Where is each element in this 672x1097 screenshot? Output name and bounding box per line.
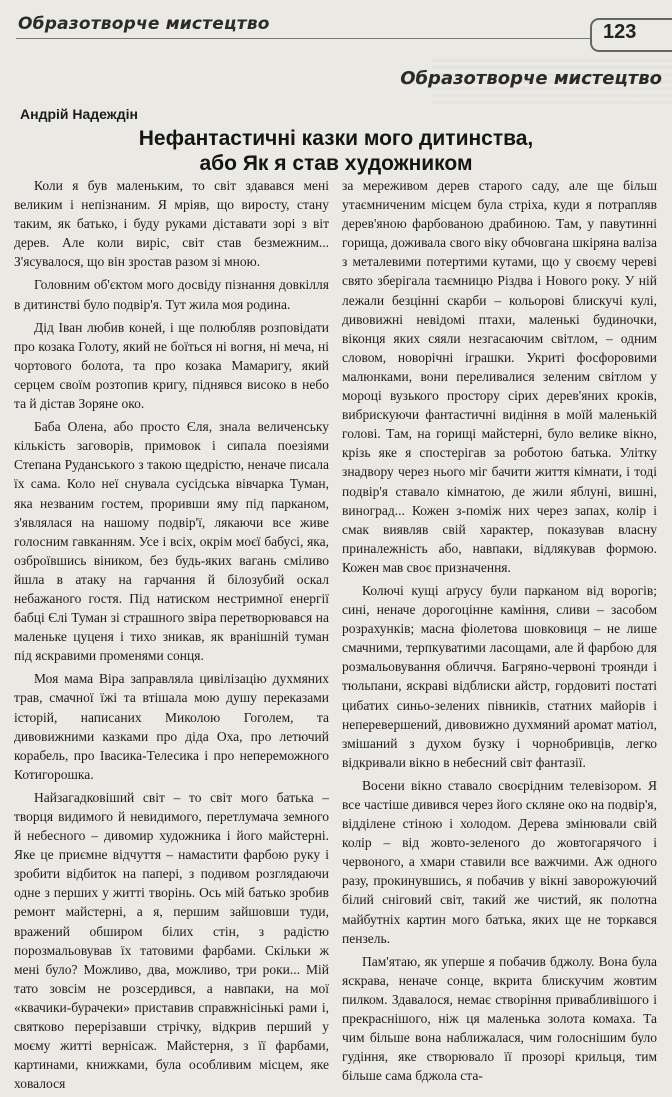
paragraph: Пам'ятаю, як уперше я побачив бджолу. Вона була яскрава, неначе сонце, вкрита блискучим жовтим пилком. Здавалося, немає створіння привабливішого і прекраснішого, ніж ця маленька золота комаха. Та чим більше вона наближалася, чим голоснішим було гудіння, яке створювало її прозорі крильця, тим більше сама бджола ста- (342, 953, 657, 1084)
paragraph: Коли я був маленьким, то світ здавався мені великим і непізнаним. Я мріяв, що виросту, стану таким, як батько, і буду руками діставати зорі з віт дерев. Але коли виріс, світ став безмежним... З'ясувалося, що він зростав разом зі мною. (14, 178, 329, 270)
page-number: 123 (603, 21, 637, 43)
right-column (342, 176, 657, 1089)
article-title (0, 126, 672, 176)
paragraph: Дід Іван любив коней, і ще полюбляв розповідати про козака Голоту, який не боїться ні вогня, ні меча, ні чортового болота, та про козака Мамаригу, який серцем своїм розтопив кригу, піднявся високо в небо та й дістав Зоряне око. (14, 319, 329, 412)
section-title: Образотворче мистецтво (400, 68, 662, 89)
header-rule (16, 38, 591, 39)
left-column (14, 176, 329, 1097)
paragraph: за мереживом дерев старого саду, але ще більш утаємниченим місцем була стріха, куди я потрапляв дерев'яною фарбованою драбиною. Там, у павутинні горища, доживала свого віку обчовгана шкіряна валіза з металевими потертими кутами, що у своєму череві свято зберігала таємницю Різдва і Нового року. У ній лежали безцінні скарби – кольорові блискучі кулі, дивовижні невідомі птахи, маленькі будиночки, віконця яких сяяли незгасаючим світлом, – одним словом, новорічні іграшки. Укриті фосфоровими малюнками, вони переливалися зеленим світлом у мороці вузького простору сірих дерев'яних кроків, вибрискуючи фантастичні видіння в моїй маленькій голові. Там, на горищі майстерні, було велике вікно, крізь яке я спостерігав за роботою батька. Улітку знадвору через нього міг бачити життя кімнати, і тоді подвір'я ставало кімнатою, де жили яблуні, вишні, виноград... Кожен з-поміж них через запах, колір і смак виявляв свій характер, показував власну приналежність або, навпаки, відлякував формою. Кожен мав своє призначення. (342, 178, 657, 575)
paragraph: Баба Олена, або просто Єля, знала величенську кількість заговорів, примовок і сипала поезіями Степана Руданського з такою щедрістю, неначе писала їх сама. Коло неї снувала сусідська вівчарка Туман, яка незваним гостем, проривши яму під парканом, з'являлася на нашому подвір'ї, лякаючи все живе голосним гавканням. Усе і всіх, окрім моєї бабусі, яка, озброївшись віником, без будь-яких вагань сміливо йшла в атаку на гарчання й білозубий оскал небажаного гостя. Під натиском нестримної енергії бабці Єлі Туман зі страшного звіра перетворювався на маленьке цуценя і тихо зникав, як вранішній туман під яскравими променями сонця. (14, 419, 329, 664)
article-author: Андрій Надеждін (20, 106, 138, 122)
article-title-line-1: Нефантастичні казки мого дитинства, (138, 127, 534, 150)
paragraph: Найзагадковіший світ – то світ мого батька – творця видимого й невидимого, перетлумача земного й небесного – дивомир художника і його майстерні. Яке це приємне відчуття – намастити фарбою руку і зробити відбиток на папері, з подивом розглядаючи одне з перших у житті творінь. Ось мій батько зробив ремонт майстерні, а я, першим зайшовши туди, вражений обширом білих стін, з радістю порозмальовував їх татовими фарбами. Скільки ж мені було? Можливо, два, можливо, три роки... Мій тато зовсім не розсердився, а навпаки, на мої «квачики-бурачеки» приставив справжнісінькі рами і, святково перерізавши стрічку, відкрив перший у моєму житті вернісаж. Майстерня, з її фарбами, картинами, книжками, була особливим місцем, яке ховалося (14, 789, 329, 1092)
paragraph: Восени вікно ставало своєрідним телевізором. Я все частіше дивився через його скляне око на подвір'я, відділене стіною і холодом. Дерева змінювали свій колір – від жовто-зеленого до жовтогарячого і червоного, а хмари ставили все важчими. Аж одного разу, прокинувшись, я побачив у вікні заворожуючий білий сніговий світ, такий же чистий, як полотна майбутніх картин мого батька, яких ще не торкався пензель. (342, 777, 657, 946)
paragraph: Моя мама Віра заправляла цивілізацію духмяних трав, смачної їжі та втішала мою душу переказами історій, написаних Миколою Гоголем, та дивовижними казками про діда Оха, про летючий корабель, про Івасика-Телесика і про непереможного Котигорошка. (14, 671, 329, 782)
article-title-line-2: або Як я став художником (199, 152, 473, 175)
running-header-title: Образотворче мистецтво (18, 14, 270, 34)
paragraph: Головним об'єктом мого досвіду пізнання довкілля в дитинстві було подвір'я. Тут жила моя родина. (14, 277, 329, 312)
paragraph: Колючі кущі аґрусу були парканом від ворогів; сині, неначе дорогоцінне каміння, сливи – засобом розрахунків; масна фіолетова шовковиця – не лише смачними, терпкуватими ласощами, але й фарбою для розмальовування обличчя. Багряно-червоні троянди і тюльпани, яскраві відблиски айстр, гордовиті постаті цибатих синьо-зелених півників, статних майорів і неперевершений, дивовижно духмяний аромат матіол, змішаний з духом бузку і чорнобривців, легко відкривали вікно в небесний світ фантазії. (342, 582, 657, 770)
